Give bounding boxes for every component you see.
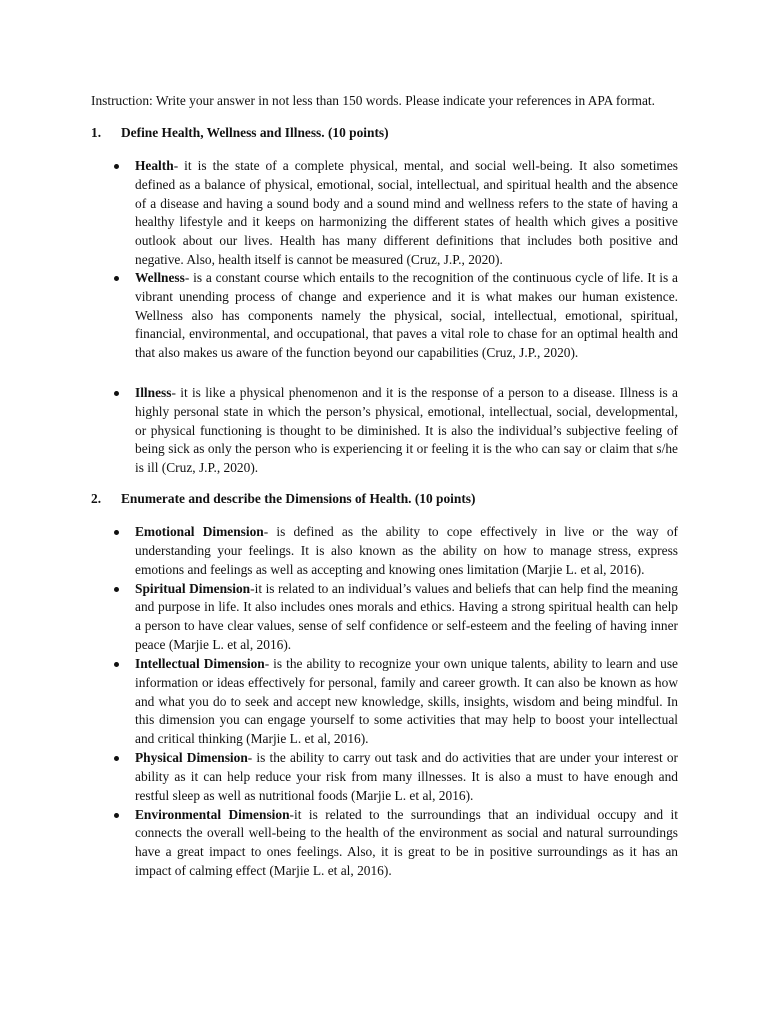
bullet-icon	[114, 391, 119, 396]
definition-health: - it is the state of a complete physical, mental, and social well-being. It also sometimes defined as a balance of physical, emotional, social, intellectual, and spiritual health and the absence of a disease and having a sound body and a sound mind and wellness refers to the state of having a healthy lifestyle and it keeps on harmonizing the different states of health which gives a positive outlook about our lives. Health has many different definitions that includes both positive and negative. Also, health itself is cannot be measured (Cruz, J.P., 2020).	[135, 158, 678, 267]
list-item-illness	[0, 384, 768, 478]
question-1-heading	[91, 124, 389, 142]
bullet-icon	[114, 530, 119, 535]
definition-intellectual: - is the ability to recognize your own unique talents, ability to learn and use information or ideas effectively for personal, family and career growth. It can also be known as how and what you do to seek and accept new knowledge, skills, insights, wisdom and being mindful. In this dimension you can engage yourself to some activities that may help to boost your intellectual and critical thinking (Marjie L. et al, 2016).	[135, 656, 678, 747]
term-wellness: Wellness	[135, 270, 185, 285]
bullet-icon	[114, 587, 119, 592]
question-2-list	[0, 523, 768, 881]
list-item-health	[0, 157, 768, 269]
term-physical: Physical Dimension	[135, 750, 248, 765]
question-1-list	[0, 157, 768, 478]
question-1-number: 1.	[91, 125, 102, 140]
question-2-number: 2.	[91, 491, 102, 506]
question-2-heading	[91, 490, 475, 508]
list-item-wellness	[0, 269, 768, 384]
definition-environmental: -it is related to the surroundings that an individual occupy and it connects the overall well-being to the health of the environment as social and natural surroundings have a great impact to ones feelings. Also, it is great to be in positive surroundings as it has an impact of calming effect (Marjie L. et al, 2016).	[135, 806, 678, 878]
list-item-emotional-dimension	[0, 523, 768, 580]
list-item-spiritual-dimension	[0, 580, 768, 656]
list-item-intellectual-dimension	[0, 655, 768, 749]
definition-illness: - it is like a physical phenomenon and it is the response of a person to a disease. Illness is a highly personal state in which the person’s physical, emotional, intellectual, social, developmental, or physical functioning is thought to be diminished. It is also the individual’s subjective feeling of being sick as only the person who is experiencing it or feeling it is the who can say or claim that s/he is ill (Cruz, J.P., 2020).	[135, 385, 678, 476]
term-intellectual: Intellectual Dimension	[135, 656, 265, 671]
definition-physical: - is the ability to carry out task and do activities that are under your interest or ability as it can help reduce your risk from many illnesses. It is also a must to have enough and restful sleep as well as nutritional foods (Marjie L. et al, 2016).	[135, 750, 678, 803]
term-spiritual: Spiritual Dimension	[135, 580, 251, 596]
bullet-icon	[114, 276, 119, 281]
bullet-icon	[114, 662, 119, 667]
term-health: Health	[135, 158, 174, 173]
term-illness: Illness	[135, 385, 172, 400]
term-emotional: Emotional Dimension	[135, 524, 264, 539]
term-environmental: Environmental Dimension	[135, 806, 290, 822]
definition-spiritual: -it is related to an individual’s values and beliefs that can help find the meaning and purpose in life. It also includes ones morals and ethics. Having a strong spiritual health can help a person to have clear values, sense of self confidence or self-esteem and the feeling of having inner peace (Marjie L. et al, 2016).	[135, 580, 678, 652]
definition-wellness: - is a constant course which entails to the recognition of the continuous cycle of life. It is a vibrant unending process of change and experience and it is what makes our human existence. Wellness also has components namely the physical, social, intellectual, emotional, spiritual, financial, environmental, and occupational, that paves a vital role to chase for an optimal health and that also makes us aware of the function beyond our capabilities (Cruz, J.P., 2020).	[135, 270, 678, 361]
instruction-text: Instruction: Write your answer in not less than 150 words. Please indicate your references in APA format.	[91, 93, 655, 108]
question-1-title: Define Health, Wellness and Illness. (10 points)	[121, 125, 389, 140]
list-item-environmental-dimension	[0, 806, 768, 881]
question-2-title: Enumerate and describe the Dimensions of Health. (10 points)	[121, 491, 476, 506]
bullet-icon	[114, 756, 119, 761]
bullet-icon	[114, 813, 119, 818]
bullet-icon	[114, 164, 119, 169]
list-item-physical-dimension	[0, 749, 768, 806]
definition-emotional: - is defined as the ability to cope effectively in live or the way of understanding your feelings. It is also known as the ability on how to manage stress, express emotions and feelings as well as accepting and knowing ones limitation (Marjie L. et al, 2016).	[135, 524, 678, 577]
